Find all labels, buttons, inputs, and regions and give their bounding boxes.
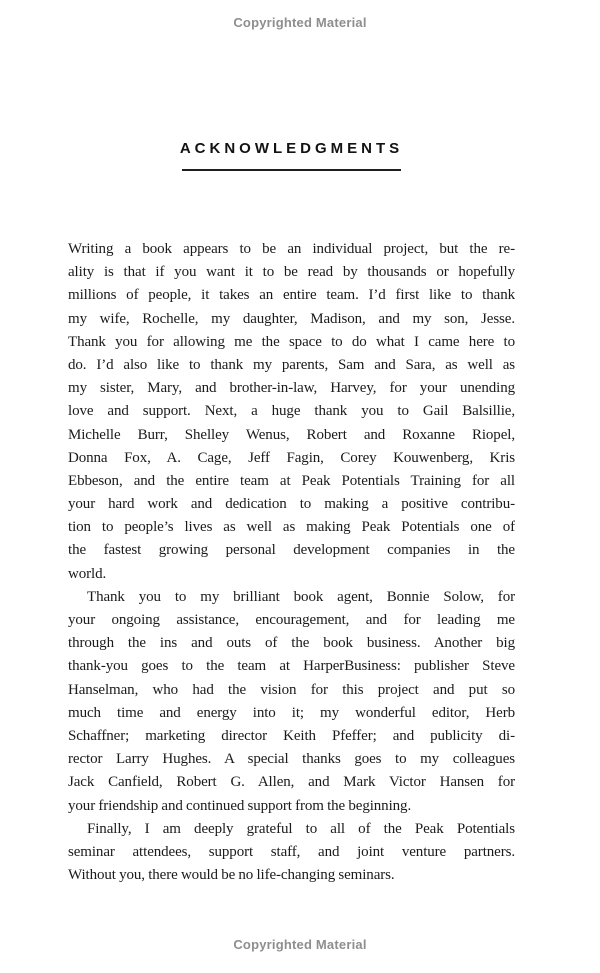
body-line: Jack Canfield, Robert G. Allen, and Mark Victor Hansen for — [68, 774, 515, 791]
copyright-notice-top: Copyrighted Material — [233, 15, 367, 30]
body-line: your friendship and continued support from the beginning. — [68, 797, 412, 814]
body-line: Finally, I am deeply grateful to all of the Peak Potentials — [87, 820, 515, 837]
body-line: Thank you to my brilliant book agent, Bonnie Solow, for — [87, 588, 515, 605]
body-line: my wife, Rochelle, my daughter, Madison, and my son, Jesse. — [68, 310, 515, 327]
body-line: my sister, Mary, and brother-in-law, Harvey, for your unending — [68, 380, 515, 397]
page-body-text — [68, 238, 515, 887]
body-line: Thank you for allowing me the space to do what I came here to — [68, 333, 515, 350]
body-line: seminar attendees, support staff, and joint venture partners. — [68, 843, 515, 860]
body-line: your hard work and dedication to making a positive contribu- — [68, 496, 515, 513]
body-line: Hanselman, who had the vision for this project and put so — [68, 681, 515, 698]
body-line: Writing a book appears to be an individual project, but the re- — [68, 241, 515, 257]
copyright-notice-bottom: Copyrighted Material — [233, 937, 367, 952]
body-line: thank-you goes to the team at HarperBusiness: publisher Steve — [68, 658, 515, 675]
body-line: millions of people, it takes an entire team. I’d first like to thank — [68, 287, 515, 304]
body-line: rector Larry Hughes. A special thanks goes to my colleagues — [68, 751, 515, 768]
body-line: Ebbeson, and the entire team at Peak Potentials Training for all — [68, 472, 515, 489]
body-line: world. — [68, 565, 107, 582]
body-line: much time and energy into it; my wonderful editor, Herb — [68, 704, 515, 721]
body-line: Michelle Burr, Shelley Wenus, Robert and Roxanne Riopel, — [68, 426, 515, 443]
body-line: your ongoing assistance, encouragement, and for leading me — [68, 612, 515, 628]
body-line: Schaffner; marketing director Keith Pfeffer; and publicity di- — [68, 727, 515, 744]
body-line: the fastest growing personal development companies in the — [68, 542, 515, 559]
chapter-title: ACKNOWLEDGMENTS — [179, 140, 404, 157]
body-line: love and support. Next, a huge thank you to Gail Balsillie, — [68, 403, 515, 420]
body-line: Without you, there would be no life-changing seminars. — [68, 867, 395, 884]
body-line: through the ins and outs of the book business. Another big — [68, 635, 515, 652]
heading-underline — [182, 169, 401, 171]
body-line: tion to people’s lives as well as making Peak Potentials one of — [68, 519, 515, 536]
body-line: Donna Fox, A. Cage, Jeff Fagin, Corey Kouwenberg, Kris — [68, 449, 515, 466]
body-line: do. I’d also like to thank my parents, Sam and Sara, as well as — [68, 356, 515, 373]
body-line: ality is that if you want it to be read by thousands or hopefully — [68, 264, 515, 281]
chapter-heading-block — [68, 141, 515, 171]
